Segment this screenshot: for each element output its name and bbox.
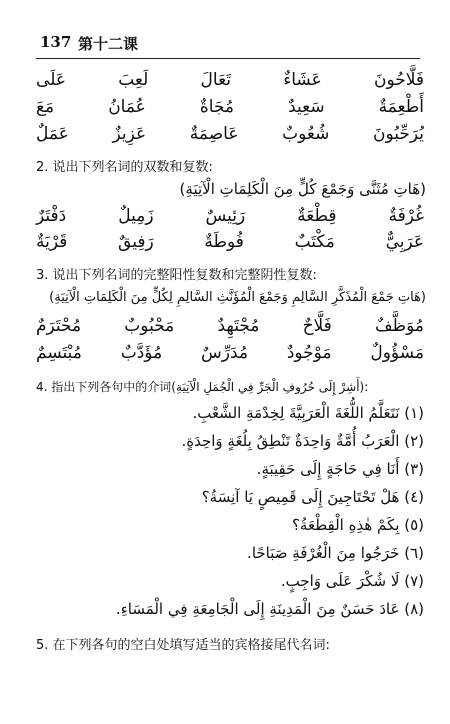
- question-3: 3. 说出下列名词的完整阳性复数和完整阴性复数:: [36, 268, 317, 283]
- instruction-3: (هَاتِ جَمْعَ الْمُذَكَّرِ السَّالِمِ وَجَمْعَ الْمُؤَنَّثِ السَّالِمِ لِكُلٍّ مِنَ الْكَلِمَاتِ الْآتِيَةِ): [49, 290, 426, 305]
- word: رَفِيقٌ: [118, 232, 154, 252]
- word: عَلَى: [36, 70, 66, 90]
- word: مُدَرِّسٌ: [201, 343, 248, 363]
- word: مَسْؤُولٌ: [370, 343, 424, 363]
- word: رَئِيسٌ: [205, 206, 246, 226]
- word: فَلَّاحُونَ: [373, 70, 424, 90]
- sentence: (١) نَتَعَلَّمُ اللُّغَةَ الْعَرَبِيَّةَ لِخِدْمَةِ الشَّعْبِ.: [192, 404, 424, 422]
- word: قِطْعَةٌ: [297, 206, 337, 226]
- word: مُجَاةٌ: [199, 97, 235, 117]
- word-row: [36, 316, 424, 342]
- word: مُوَظَّفٌ: [374, 316, 424, 336]
- word: فُوطَةٌ: [204, 232, 244, 252]
- word: مُحْتَرَمٌ: [36, 316, 82, 336]
- sentence: (٢) الْعَرَبُ أُمَّةٌ وَاحِدَةٌ تَنْطِقُ بِلُغَةٍ وَاحِدَةٍ.: [181, 432, 424, 450]
- word: دَفْتَرٌ: [36, 206, 67, 226]
- word-row: [36, 232, 424, 258]
- word: فَلَّاحٌ: [302, 316, 332, 336]
- word: عَزِيزٌ: [112, 124, 147, 144]
- word-row: [36, 97, 424, 123]
- word: مَعَ: [36, 97, 55, 117]
- word-row: [36, 124, 424, 150]
- word: سَعِيدٌ: [288, 97, 325, 117]
- word: مَكْتَبٌ: [294, 232, 335, 252]
- word: مُبْتَسِمٌ: [36, 343, 82, 363]
- word: أَطْعِمَةٌ: [378, 97, 424, 117]
- question-2: 2. 说出下列名词的双数和复数:: [36, 160, 213, 175]
- word: مَحْبُوبٌ: [124, 316, 175, 336]
- word: عَشَاءٌ: [283, 70, 322, 90]
- word-row: [36, 206, 424, 232]
- word: عُمَانُ: [108, 97, 146, 117]
- instruction-2: (هَاتِ مُثَنَّى وَجَمْعَ كُلٍّ مِنَ الْكَلِمَاتِ الْآتِيَةِ): [179, 180, 426, 198]
- word: زَمِيلٌ: [118, 206, 154, 226]
- word: تَعَالَ: [200, 70, 231, 90]
- sentence: (٨) عَادَ حَسَنٌ مِنَ الْمَدِينَةِ إِلَى الْجَامِعَةِ فِي الْمَسَاءِ.: [115, 600, 424, 618]
- word: قَرْيَةٌ: [36, 232, 68, 252]
- question-4: 4. 指出下列各句中的介词(أَشِرْ إِلَى حُرُوفِ الْجَرِّ فِي الْجُمَلِ الْآتِيَةِ):: [36, 380, 369, 394]
- sentence: (٦) خَرَجُوا مِنَ الْغُرْفَةِ صَبَاحًا.: [247, 544, 424, 562]
- chapter-title: 第十二课: [78, 35, 139, 53]
- word: غُرْفَةٌ: [388, 206, 424, 226]
- word: لَعِبَ: [118, 70, 149, 90]
- word: يُرَحِّبُونَ: [372, 124, 424, 144]
- sentence: (٤) هَلْ تَحْتَاجِينَ إِلَى قَمِيصٍ يَا آنِسَةُ؟: [201, 488, 424, 506]
- header-rule: [36, 58, 420, 59]
- page-header: [40, 33, 420, 55]
- sentence: (٧) لَا شُكْرَ عَلَى وَاجِبٍ.: [280, 572, 424, 590]
- word: شُعُوبٌ: [282, 124, 330, 144]
- sentence: (٣) أَنَا فِي حَاجَةٍ إِلَى حَقِيبَةٍ.: [256, 460, 424, 478]
- word: عَمَلٌ: [36, 124, 69, 144]
- word-row: [36, 70, 424, 96]
- word: عَاصِمَةٌ: [189, 124, 239, 144]
- word: مُجْتَهِدٌ: [217, 316, 260, 336]
- word-row: [36, 343, 424, 369]
- question-5: 5. 在下列各句的空白处填写适当的宾格接尾代名词:: [36, 638, 330, 653]
- word: مَوْجُودٌ: [286, 343, 332, 363]
- sentence: (٥) بِكَمْ هٰذِهِ الْقِطْعَةُ؟: [291, 516, 424, 534]
- page-number: 137: [40, 33, 72, 51]
- word: مُؤَدَّبٌ: [120, 343, 163, 363]
- word: عَرَبِيٌّ: [385, 232, 424, 252]
